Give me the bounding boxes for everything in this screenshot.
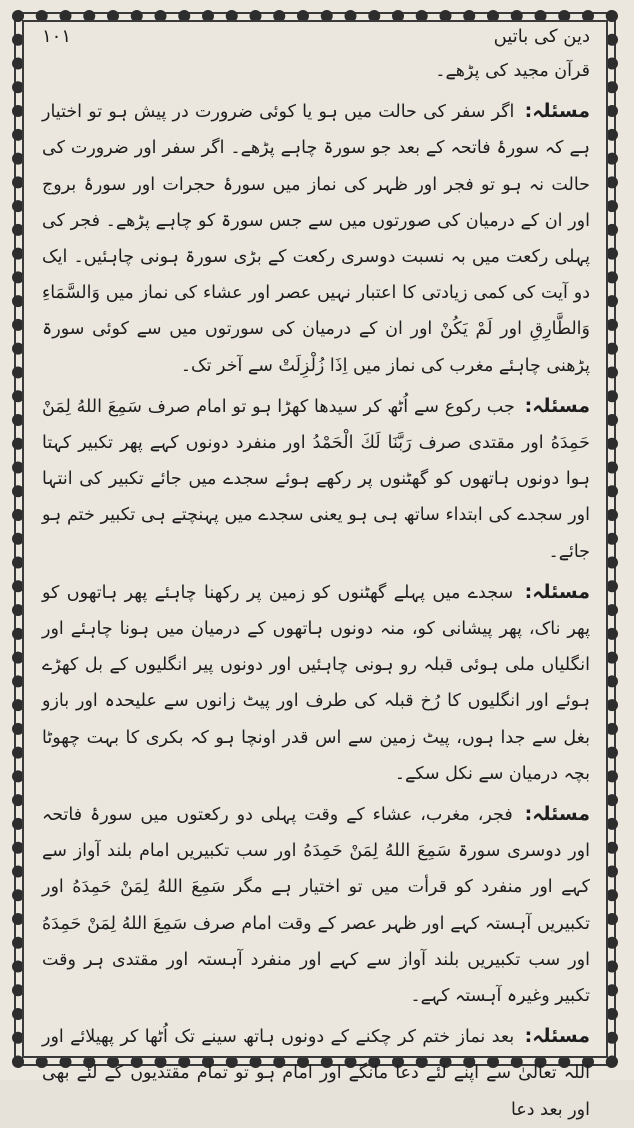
paragraph-3 bbox=[42, 574, 590, 792]
masala-label: مسئلہ: bbox=[524, 100, 590, 123]
paragraph-2 bbox=[42, 388, 590, 570]
paragraph-0 bbox=[42, 53, 590, 89]
paragraph-text: قرآن مجید کی پڑھے۔ bbox=[435, 61, 590, 81]
paragraph-1 bbox=[42, 93, 590, 384]
masala-label: مسئلہ: bbox=[524, 1025, 590, 1048]
paragraph-text: اگر سفر کی حالت میں ہو یا کوئی ضرورت در پیش ہو تو اختیار ہے کہ سورۂ فاتحہ کے بعد جو سورۃ چاہے پڑھے۔ اگر سفر اور ضرورت کی حالت نہ ہو تو فجر اور ظہر کی نماز میں سورۂ حجرات اور سورۂ بروج اور ان کے درمیان کی صورتوں میں سے جس سورۃ کو چاہے پڑھے۔ فجر کی پہلی رکعت میں بہ نسبت دوسری رکعت کے بڑی سورۃ ہونی چاہئیں۔ ایک دو آیت کی کمی زیادتی کا اعتبار نہیں عصر اور عشاء کی نماز میں وَالسَّمَاءِ وَالطَّارِقِ اور لَمْ يَكُنْ اور ان کے درمیان کی سورتوں میں سے کوئی سورۃ پڑھنی چاہئے مغرب کی نماز میں اِذَا زُلْزِلَتْ سے آخر تک۔ bbox=[42, 102, 590, 376]
masala-label: مسئلہ: bbox=[524, 394, 590, 417]
paragraph-text: سجدے میں پہلے گھٹنوں کو زمین پر رکھنا چاہئے پھر ہاتھوں کو پھر ناک، پھر پیشانی کو، منہ دونوں ہاتھوں کے درمیان میں ہونا چاہئے اور انگلیاں ملی ہوئی قبلہ رو ہونی چاہئیں اور دونوں پیر انگلیوں کے بل کھڑے ہوئے اور انگلیوں کا رُخ قبلہ کی طرف اور پیٹ زانوں سے علیحدہ اور بازو بغل سے جدا ہوں، پیٹ زمین سے اس قدر اونچا ہو کہ بکری کا بہت چھوٹا بچہ درمیان سے نکل سکے۔ bbox=[42, 582, 590, 784]
paragraph-text: بعد نماز ختم کر چکنے کے دونوں ہاتھ سینے تک اُٹھا کر پھیلائے اور اللہ تعالیٰ سے اپنے لئے دعا مانگے اور امام ہو تو تمام مقتدیوں کے لئے بھی اور بعد دعا bbox=[42, 1027, 590, 1120]
page-number: ۱۰۱ bbox=[42, 26, 72, 47]
running-title: دین کی باتیں bbox=[493, 26, 590, 47]
paragraph-text: جب رکوع سے اُٹھ کر سیدھا کھڑا ہو تو امام صرف سَمِعَ اللهُ لِمَنْ حَمِدَهُ اور مقتدی صرف رَبَّنَا لَكَ الْحَمْدُ اور منفرد دونوں کہے پھر تکبیر کہتا ہوا دونوں ہاتھوں کو گھٹنوں پر رکھے ہوئے سجدے میں جائے تکبیر کی انتہا اور سجدے کی ابتداء ساتھ ہی ہو یعنی سجدے میں پہنچتے ہی تکبیر ختم ہو جائے۔ bbox=[42, 396, 590, 562]
masala-label: مسئلہ: bbox=[524, 580, 590, 603]
page-content bbox=[42, 26, 590, 1120]
masala-label: مسئلہ: bbox=[524, 803, 590, 826]
paragraph-4 bbox=[42, 796, 590, 1014]
page-header bbox=[42, 26, 590, 47]
paragraph-text: فجر، مغرب، عشاء کے وقت پہلی دو رکعتوں میں سورۂ فاتحہ اور دوسری سورۃ سَمِعَ اللهُ لِمَنْ حَمِدَهُ اور سب تکبیریں امام بلند آواز سے کہے اور منفرد کو قرأت میں تو اختیار ہے مگر سَمِعَ اللهُ لِمَنْ حَمِدَهُ اور تکبیریں آہستہ کہے اور ظہر عصر کے وقت امام صرف سَمِعَ اللهُ لِمَنْ حَمِدَهُ اور سب تکبیریں بلند آواز سے کہے اور منفرد آہستہ اور مقتدی ہر وقت تکبیر وغیرہ آہستہ کہے۔ bbox=[42, 805, 590, 1007]
paragraph-5 bbox=[42, 1018, 590, 1128]
